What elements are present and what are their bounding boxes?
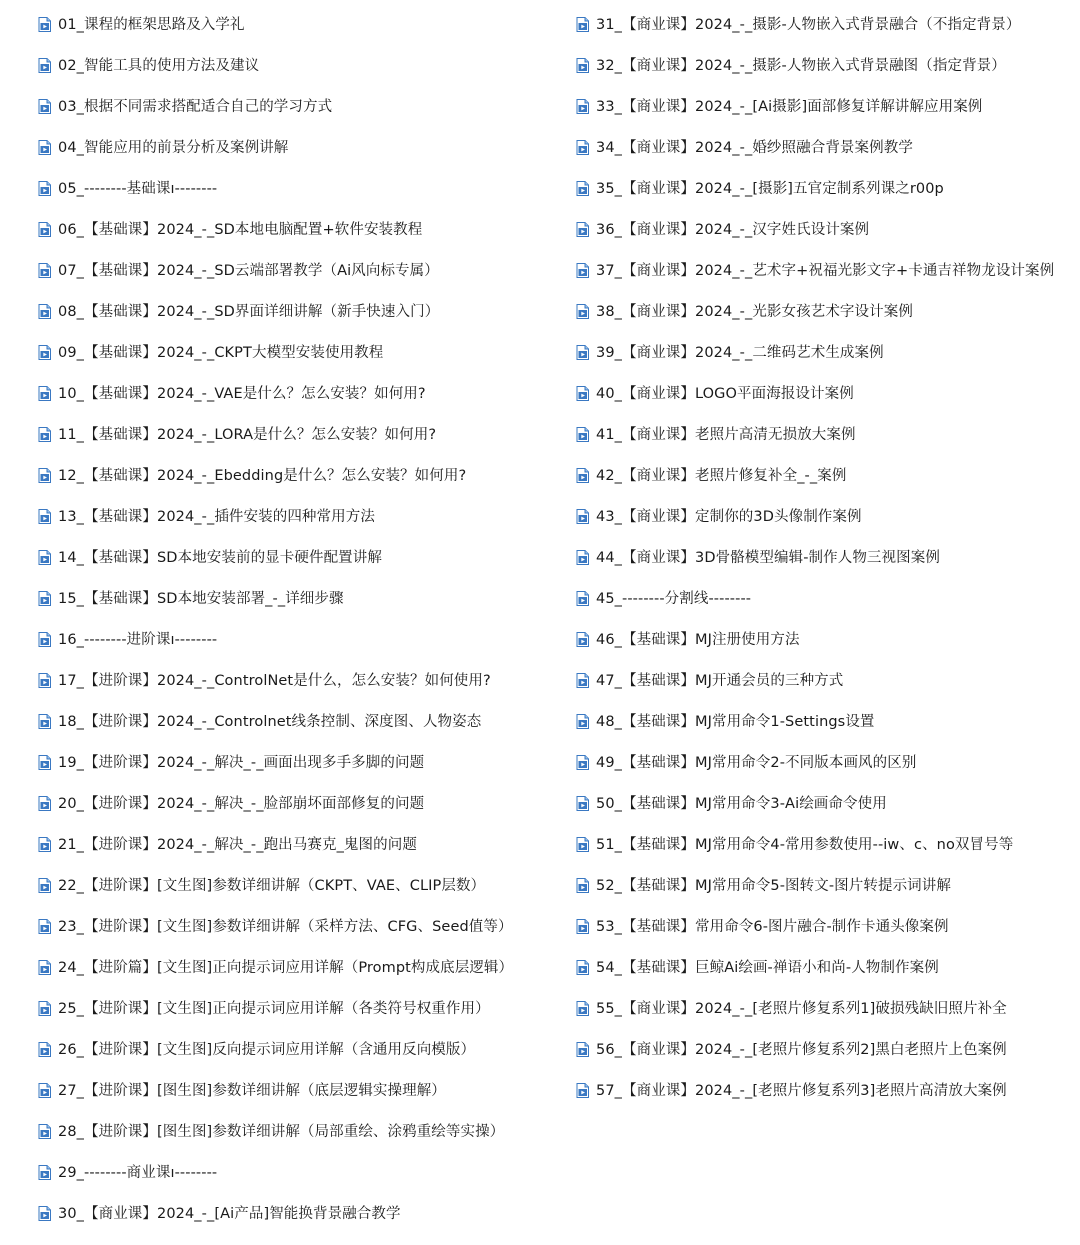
file-item-label: 53_【基础课】常用命令6-图片融合-制作卡通头像案例 [596,918,949,935]
file-item-label: 55_【商业课】2024_-_[老照片修复系列1]破损残缺旧照片补全 [596,1000,1007,1017]
file-item[interactable] [38,906,548,947]
file-item[interactable] [576,373,1076,414]
video-file-icon [38,345,51,360]
file-item-label: 22_【进阶课】[文生图]参数详细讲解（CKPT、VAE、CLIP层数） [58,877,486,894]
video-file-icon [576,345,589,360]
video-file-icon [576,550,589,565]
file-item-label: 37_【商业课】2024_-_艺术字+祝福光影文字+卡通吉祥物龙设计案例 [596,262,1055,279]
file-item[interactable] [576,578,1076,619]
video-file-icon [38,1206,51,1221]
file-item[interactable] [38,127,548,168]
file-item-label: 56_【商业课】2024_-_[老照片修复系列2]黑白老照片上色案例 [596,1041,1007,1058]
video-file-icon [38,837,51,852]
video-file-icon [38,222,51,237]
file-item[interactable] [576,988,1076,1029]
video-file-icon [576,919,589,934]
file-item-label: 43_【商业课】定制你的3D头像制作案例 [596,508,862,525]
file-item-label: 03_根据不同需求搭配适合自己的学习方式 [58,98,333,115]
file-item-label: 49_【基础课】MJ常用命令2-不同版本画风的区别 [596,754,917,771]
file-item-label: 46_【基础课】MJ注册使用方法 [596,631,800,648]
file-item-label: 19_【进阶课】2024_-_解决_-_画面出现多手多脚的问题 [58,754,425,771]
video-file-icon [38,632,51,647]
file-item-label: 44_【商业课】3D骨骼模型编辑-制作人物三视图案例 [596,549,940,566]
file-item[interactable] [576,168,1076,209]
file-item-label: 20_【进阶课】2024_-_解决_-_脸部崩坏面部修复的问题 [58,795,425,812]
video-file-icon [576,1083,589,1098]
file-item-label: 29_--------商业课ı-------- [58,1164,218,1181]
file-item[interactable] [576,1070,1076,1111]
file-item[interactable] [38,578,548,619]
file-item[interactable] [38,783,548,824]
video-file-icon [576,17,589,32]
video-file-icon [38,878,51,893]
video-file-icon [576,99,589,114]
file-item-label: 04_智能应用的前景分析及案例讲解 [58,139,289,156]
file-item[interactable] [38,332,548,373]
file-item-label: 39_【商业课】2024_-_二维码艺术生成案例 [596,344,884,361]
video-file-icon [576,468,589,483]
file-item-label: 16_--------进阶课ı-------- [58,631,218,648]
video-file-icon [576,509,589,524]
video-file-icon [576,673,589,688]
file-item[interactable] [38,45,548,86]
file-item[interactable] [38,291,548,332]
video-file-icon [38,714,51,729]
file-item[interactable] [38,660,548,701]
file-item[interactable] [38,168,548,209]
file-item[interactable] [576,127,1076,168]
file-item[interactable] [576,742,1076,783]
video-file-icon [576,960,589,975]
file-item[interactable] [576,291,1076,332]
video-file-icon [576,140,589,155]
file-item[interactable] [38,455,548,496]
video-file-icon [576,222,589,237]
file-item[interactable] [38,250,548,291]
file-item[interactable] [38,742,548,783]
file-item-label: 01_课程的框架思路及入学礼 [58,16,245,33]
video-file-icon [576,591,589,606]
file-item[interactable] [576,332,1076,373]
file-item[interactable] [576,455,1076,496]
video-file-icon [576,714,589,729]
file-item-label: 45_--------分割线-------- [596,590,752,607]
file-item[interactable] [38,1193,548,1234]
video-file-icon [38,919,51,934]
file-item-label: 08_【基础课】2024_-_SD界面详细讲解（新手快速入门） [58,303,440,320]
video-file-icon [576,263,589,278]
file-item[interactable] [576,537,1076,578]
file-item-label: 31_【商业课】2024_-_摄影-人物嵌入式背景融合（不指定背景） [596,16,1021,33]
file-item-label: 50_【基础课】MJ常用命令3-Ai绘画命令使用 [596,795,887,812]
file-item[interactable] [576,865,1076,906]
file-item[interactable] [576,906,1076,947]
file-item-label: 26_【进阶课】[文生图]反向提示词应用详解（含通用反向模版） [58,1041,476,1058]
file-item-label: 12_【基础课】2024_-_Ebedding是什么？怎么安装？如何用? [58,467,467,484]
file-item-label: 33_【商业课】2024_-_[Ai摄影]面部修复详解讲解应用案例 [596,98,983,115]
video-file-icon [576,1042,589,1057]
file-item-label: 52_【基础课】MJ常用命令5-图转文-图片转提示词讲解 [596,877,951,894]
file-item-label: 14_【基础课】SD本地安装前的显卡硬件配置讲解 [58,549,382,566]
file-item-label: 42_【商业课】老照片修复补全_-_案例 [596,467,847,484]
video-file-icon [38,140,51,155]
file-item-label: 13_【基础课】2024_-_插件安装的四种常用方法 [58,508,375,525]
video-file-icon [576,1001,589,1016]
video-file-icon [38,1042,51,1057]
file-item[interactable] [576,86,1076,127]
video-file-icon [38,304,51,319]
file-item-label: 57_【商业课】2024_-_[老照片修复系列3]老照片高清放大案例 [596,1082,1007,1099]
file-item[interactable] [576,947,1076,988]
video-file-icon [576,386,589,401]
file-item[interactable] [38,1152,548,1193]
file-item-label: 07_【基础课】2024_-_SD云端部署教学（Ai风向标专属） [58,262,439,279]
file-item-label: 28_【进阶课】[图生图]参数详细讲解（局部重绘、涂鸦重绘等实操） [58,1123,505,1140]
video-file-icon [38,99,51,114]
video-file-icon [38,550,51,565]
file-item[interactable] [38,701,548,742]
file-item[interactable] [38,373,548,414]
file-item[interactable] [576,4,1076,45]
video-file-icon [38,960,51,975]
file-item[interactable] [576,783,1076,824]
file-item[interactable] [576,250,1076,291]
file-list-right-column [576,4,1076,1111]
video-file-icon [576,755,589,770]
file-item[interactable] [38,537,548,578]
video-file-icon [38,509,51,524]
file-item-label: 51_【基础课】MJ常用命令4-常用参数使用--iw、c、no双冒号等 [596,836,1014,853]
video-file-icon [38,1124,51,1139]
video-file-icon [38,263,51,278]
file-item-label: 18_【进阶课】2024_-_Controlnet线条控制、深度图、人物姿态 [58,713,482,730]
file-item-label: 47_【基础课】MJ开通会员的三种方式 [596,672,844,689]
file-item-label: 09_【基础课】2024_-_CKPT大模型安装使用教程 [58,344,384,361]
file-item[interactable] [38,1070,548,1111]
video-file-icon [38,427,51,442]
file-item[interactable] [38,824,548,865]
file-item-label: 34_【商业课】2024_-_婚纱照融合背景案例教学 [596,139,913,156]
video-file-icon [38,1001,51,1016]
file-item[interactable] [38,209,548,250]
file-item[interactable] [576,209,1076,250]
file-item[interactable] [38,865,548,906]
file-item[interactable] [576,45,1076,86]
file-item[interactable] [38,988,548,1029]
video-file-icon [38,468,51,483]
file-item-label: 24_【进阶篇】[文生图]正向提示词应用详解（Prompt构成底层逻辑） [58,959,514,976]
file-item[interactable] [38,86,548,127]
file-item[interactable] [576,1029,1076,1070]
video-file-icon [576,427,589,442]
file-item-label: 23_【进阶课】[文生图]参数详细讲解（采样方法、CFG、Seed值等） [58,918,513,935]
video-file-icon [38,386,51,401]
video-file-icon [576,837,589,852]
file-item-label: 05_--------基础课ı-------- [58,180,218,197]
video-file-icon [38,17,51,32]
file-item-label: 11_【基础课】2024_-_LORA是什么？怎么安装？如何用? [58,426,437,443]
video-file-icon [38,673,51,688]
file-item-label: 38_【商业课】2024_-_光影女孩艺术字设计案例 [596,303,913,320]
file-item-label: 54_【基础课】巨鲸Ai绘画-禅语小和尚-人物制作案例 [596,959,939,976]
video-file-icon [38,591,51,606]
file-item[interactable] [576,496,1076,537]
video-file-icon [576,181,589,196]
file-item[interactable] [576,701,1076,742]
video-file-icon [38,1083,51,1098]
video-file-icon [576,878,589,893]
video-file-icon [576,58,589,73]
file-item-label: 02_智能工具的使用方法及建议 [58,57,260,74]
file-item[interactable] [38,496,548,537]
file-item-label: 10_【基础课】2024_-_VAE是什么？怎么安装？如何用? [58,385,426,402]
file-item-label: 21_【进阶课】2024_-_解决_-_跑出马赛克_鬼图的问题 [58,836,417,853]
file-item-label: 48_【基础课】MJ常用命令1-Settings设置 [596,713,875,730]
file-item-label: 06_【基础课】2024_-_SD本地电脑配置+软件安装教程 [58,221,423,238]
video-file-icon [576,304,589,319]
file-item-label: 27_【进阶课】[图生图]参数详细讲解（底层逻辑实操理解） [58,1082,446,1099]
file-item-label: 15_【基础课】SD本地安装部署_-_详细步骤 [58,590,344,607]
file-item[interactable] [38,4,548,45]
video-file-icon [38,1165,51,1180]
file-item[interactable] [576,824,1076,865]
file-item-label: 41_【商业课】老照片高清无损放大案例 [596,426,856,443]
file-item-label: 32_【商业课】2024_-_摄影-人物嵌入式背景融图（指定背景） [596,57,1006,74]
video-file-icon [38,755,51,770]
file-item-label: 36_【商业课】2024_-_汉字姓氏设计案例 [596,221,870,238]
file-item-label: 17_【进阶课】2024_-_ControlNet是什么，怎么安装？如何使用? [58,672,491,689]
video-file-icon [576,796,589,811]
file-item[interactable] [38,1029,548,1070]
file-item[interactable] [38,619,548,660]
video-file-icon [576,632,589,647]
video-file-icon [38,181,51,196]
file-item[interactable] [38,1111,548,1152]
file-item-label: 40_【商业课】LOGO平面海报设计案例 [596,385,854,402]
file-item[interactable] [576,414,1076,455]
video-file-icon [38,58,51,73]
file-list-left-column [38,4,548,1234]
file-item[interactable] [576,660,1076,701]
file-item[interactable] [38,414,548,455]
file-item-label: 30_【商业课】2024_-_[Ai产品]智能换背景融合教学 [58,1205,401,1222]
file-item[interactable] [38,947,548,988]
file-item-label: 35_【商业课】2024_-_[摄影]五官定制系列课之r00p [596,180,944,197]
video-file-icon [38,796,51,811]
file-item[interactable] [576,619,1076,660]
file-item-label: 25_【进阶课】[文生图]正向提示词应用详解（各类符号权重作用） [58,1000,490,1017]
